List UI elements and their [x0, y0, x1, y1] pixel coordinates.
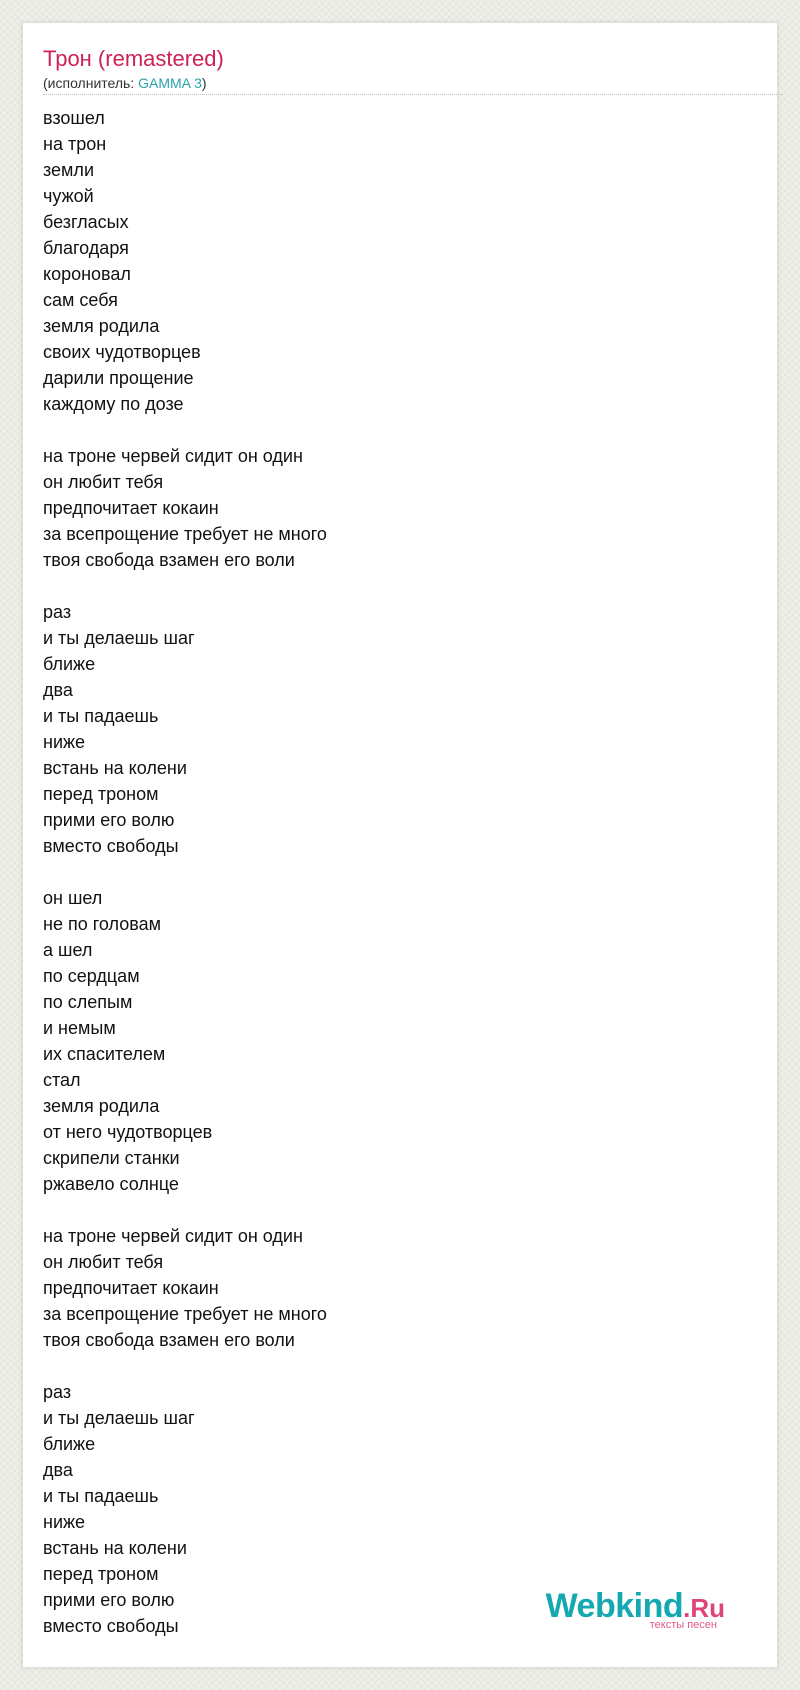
lyric-line: перед троном [43, 1564, 159, 1584]
stanza-break [43, 1197, 759, 1223]
artist-prefix: (исполнитель: [43, 75, 139, 91]
lyric-line: земля родила [43, 1096, 160, 1116]
lyric-line: сам себя [43, 290, 118, 310]
lyric-line: по сердцам [43, 966, 140, 986]
logo-tld: .Ru [683, 1593, 725, 1623]
song-title: Трон (remastered) [43, 46, 224, 71]
lyric-line: прими его волю [43, 810, 175, 830]
lyric-line: раз [43, 1382, 72, 1402]
lyric-line: он любит тебя [43, 472, 164, 492]
lyric-line: встань на колени [43, 1538, 187, 1558]
lyric-line: два [43, 1460, 73, 1480]
lyric-line: прими его волю [43, 1590, 175, 1610]
lyric-line: не по головам [43, 914, 161, 934]
lyric-line: твоя свобода взамен его воли [43, 1330, 295, 1350]
lyric-line: за всепрощение требует не много [43, 524, 327, 544]
stanza-break [43, 573, 759, 599]
lyric-line: ниже [43, 732, 86, 752]
lyric-line: благодаря [43, 238, 129, 258]
lyric-line: короновал [43, 264, 131, 284]
lyric-line: безгласых [43, 212, 129, 232]
lyric-line: и ты делаешь шаг [43, 628, 195, 648]
lyric-line: взошел [43, 108, 105, 128]
lyric-line: встань на колени [43, 758, 187, 778]
title-divider [43, 94, 783, 95]
lyric-line: их спасителем [43, 1044, 166, 1064]
lyric-line: и ты падаешь [43, 1486, 159, 1506]
lyric-line: ближе [43, 654, 96, 674]
lyric-line: земля родила [43, 316, 160, 336]
stanza-break [43, 417, 759, 443]
lyric-line: и немым [43, 1018, 116, 1038]
artist-suffix: ) [201, 75, 207, 91]
site-logo[interactable] [535, 1587, 725, 1635]
lyric-line: за всепрощение требует не много [43, 1304, 327, 1324]
lyric-line: предпочитает кокаин [43, 498, 219, 518]
lyric-line: вместо свободы [43, 1616, 179, 1636]
lyric-line: предпочитает кокаин [43, 1278, 219, 1298]
lyric-line: перед троном [43, 784, 159, 804]
lyric-line: на троне червей сидит он один [43, 1226, 303, 1246]
lyric-line: ниже [43, 1512, 86, 1532]
artist-line [43, 73, 207, 93]
lyric-line: скрипели станки [43, 1148, 180, 1168]
lyric-line: и ты падаешь [43, 706, 159, 726]
lyric-line: каждому по дозе [43, 394, 184, 414]
lyric-line: по слепым [43, 992, 133, 1012]
lyric-line: он шел [43, 888, 103, 908]
lyric-line: два [43, 680, 73, 700]
lyric-line: ржавело солнце [43, 1174, 179, 1194]
lyric-line: от него чудотворцев [43, 1122, 213, 1142]
stanza-break [43, 1353, 759, 1379]
logo-tagline: тексты песен [649, 1619, 717, 1631]
lyric-line: вместо свободы [43, 836, 179, 856]
lyric-line: своих чудотворцев [43, 342, 201, 362]
lyric-line: земли [43, 160, 94, 180]
lyric-line: твоя свобода взамен его воли [43, 550, 295, 570]
logo-word: Webkind [545, 1587, 684, 1625]
lyric-line: на трон [43, 134, 107, 154]
lyric-line: на троне червей сидит он один [43, 446, 303, 466]
lyrics-card [22, 22, 778, 1668]
lyric-line: ближе [43, 1434, 96, 1454]
stanza-break [43, 859, 759, 885]
lyric-line: дарили прощение [43, 368, 194, 388]
lyric-line: раз [43, 602, 72, 622]
lyric-line: и ты делаешь шаг [43, 1408, 195, 1428]
lyric-line: а шел [43, 940, 93, 960]
lyric-line: стал [43, 1070, 81, 1090]
artist-link[interactable]: GAMMA 3 [138, 75, 202, 91]
lyric-line: чужой [43, 186, 94, 206]
lyrics-body [43, 105, 759, 1639]
lyric-line: он любит тебя [43, 1252, 164, 1272]
